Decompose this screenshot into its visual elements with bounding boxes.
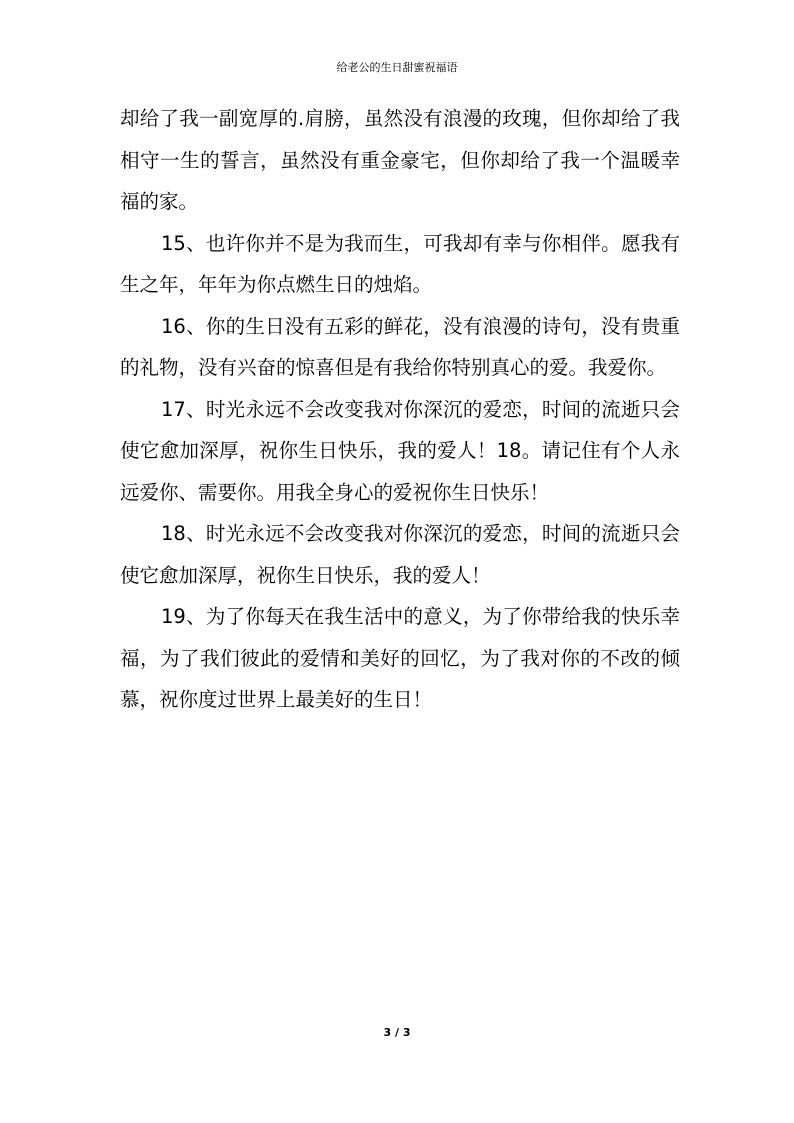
document-header xyxy=(0,60,794,76)
page-number: 3 / 3 xyxy=(383,1026,411,1039)
paragraph-16: 16、你的生日没有五彩的鲜花，没有浪漫的诗句，没有贵重的礼物，没有兴奋的惊喜但是有我给你特别真心的爱。我爱你。 xyxy=(120,314,680,379)
paragraph-15: 15、也许你并不是为我而生，可我却有幸与你相伴。愿我有生之年，年年为你点燃生日的烛焰。 xyxy=(120,231,680,296)
paragraph-18: 18、时光永远不会改变我对你深沉的爱恋，时间的流逝只会使它愈加深厚，祝你生日快乐，我的爱人！ xyxy=(120,522,680,587)
paragraph-continuation: 却给了我一副宽厚的.肩膀，虽然没有浪漫的玫瑰，但你却给了我相守一生的誓言，虽然没有重金豪宅，但你却给了我一个温暖幸福的家。 xyxy=(120,107,680,213)
page-footer xyxy=(0,1026,794,1040)
document-title: 给老公的生日甜蜜祝福语 xyxy=(336,61,458,74)
paragraph-19: 19、为了你每天在我生活中的意义，为了你带给我的快乐幸福，为了我们彼此的爱情和美好的回忆，为了我对你的不改的倾慕，祝你度过世界上最美好的生日！ xyxy=(120,605,680,711)
paragraph-17: 17、时光永远不会改变我对你深沉的爱恋，时间的流逝只会使它愈加深厚，祝你生日快乐，我的爱人！18。请记住有个人永远爱你、需要你。用我全身心的爱祝你生日快乐！ xyxy=(120,397,680,504)
document-body xyxy=(120,98,680,721)
